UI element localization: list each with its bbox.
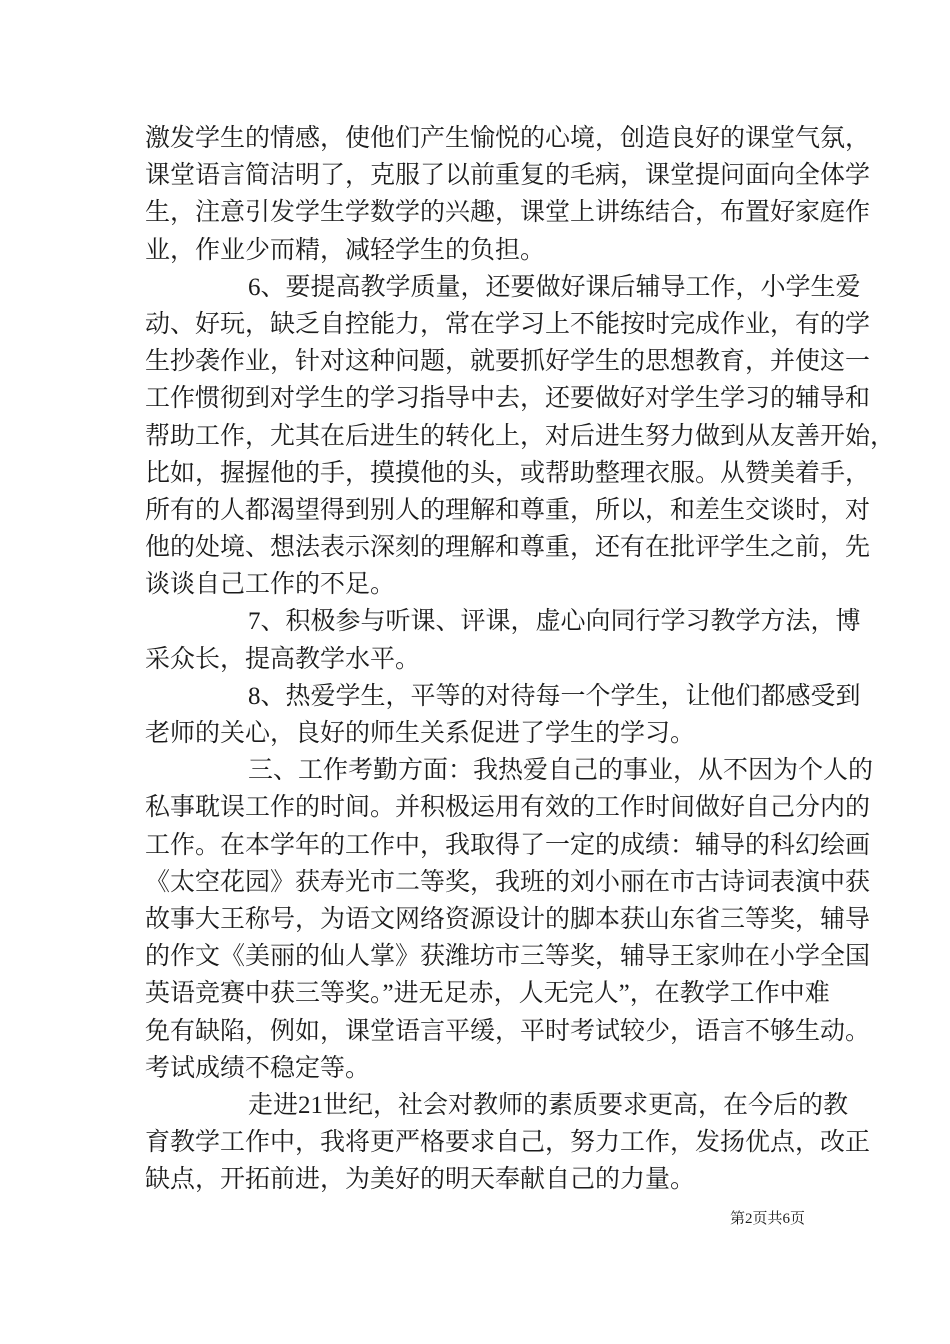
- text-line: 老师的关心，良好的师生关系促进了学生的学习。: [145, 720, 696, 747]
- text-line: 谈谈自己工作的不足。: [145, 571, 396, 599]
- text-line: 故事大王称号，为语文网络资源设计的脚本获山东省三等奖，辅导: [145, 905, 871, 933]
- text-line: 《太空花园》获寿光市二等奖，我班的刘小丽在市古诗词表演中获: [145, 868, 871, 896]
- text-line: 6、要提高教学质量，还要做好课后辅导工作，小学生爱: [248, 273, 861, 301]
- text-line: 育教学工作中，我将更严格要求自己，努力工作，发扬优点，改正: [145, 1129, 871, 1157]
- text-line: 采众长，提高教学水平。: [145, 645, 421, 673]
- text-line: 他的处境、想法表示深刻的理解和尊重，还有在批评学生之前，先: [145, 534, 871, 562]
- paragraph-item-7: [145, 603, 861, 677]
- text-line: 工作惯彻到对学生的学习指导中去，还要做好对学生学习的辅导和: [145, 385, 871, 413]
- paragraph-item-6: [145, 269, 896, 604]
- text-line: 所有的人都渴望得到别人的理解和尊重，所以，和差生交谈时，对: [145, 496, 871, 524]
- paragraph-teaching-method: [145, 120, 871, 269]
- text-line: 生，注意引发学生学数学的兴趣，课堂上讲练结合，布置好家庭作: [145, 199, 871, 227]
- paragraph-attendance: [145, 752, 874, 1087]
- text-line: 课堂语言简洁明了，克服了以前重复的毛病，课堂提问面向全体学: [145, 162, 871, 190]
- document-body: [145, 120, 896, 1198]
- text-line: 英语竞赛中获三等奖。”进无足赤，人无完人”，在教学工作中难: [145, 980, 830, 1008]
- text-line: 三、工作考勤方面：我热爱自己的事业，从不因为个人的: [248, 757, 874, 785]
- text-line: 业，作业少而精，减轻学生的负担。: [145, 236, 546, 264]
- text-line: 动、好玩，缺乏自控能力，常在学习上不能按时完成作业，有的学: [145, 310, 871, 338]
- text-line: 考试成绩不稳定等。: [145, 1054, 371, 1082]
- text-line: 比如，握握他的手，摸摸他的头，或帮助整理衣服。从赞美着手，: [145, 459, 871, 487]
- text-line: 激发学生的情感，使他们产生愉悦的心境，创造良好的课堂气氛，: [145, 125, 871, 152]
- page-number: 第2页共6页: [729, 1211, 805, 1227]
- text-line: 走进21世纪，社会对教师的素质要求更高，在今后的教: [248, 1091, 849, 1119]
- paragraph-item-8: [145, 678, 861, 752]
- text-line: 的作文《美丽的仙人掌》获潍坊市三等奖，辅导王家帅在小学全国: [145, 943, 871, 971]
- text-line: 8、热爱学生，平等的对待每一个学生，让他们都感受到: [248, 682, 861, 710]
- text-line: 生抄袭作业，针对这种问题，就要抓好学生的思想教育，并使这一: [145, 348, 871, 376]
- text-line: 缺点，开拓前进，为美好的明天奉献自己的力量。: [145, 1166, 696, 1194]
- text-line: 帮助工作，尤其在后进生的转化上，对后进生努力做到从友善开始，: [145, 422, 896, 450]
- text-line: 工作。在本学年的工作中，我取得了一定的成绩：辅导的科幻绘画: [145, 831, 871, 859]
- paragraph-conclusion: [145, 1087, 871, 1199]
- text-line: 7、积极参与听课、评课，虚心向同行学习教学方法，博: [248, 608, 861, 636]
- text-line: 私事耽误工作的时间。并积极运用有效的工作时间做好自己分内的: [145, 794, 871, 822]
- text-line: 免有缺陷，例如，课堂语言平缓，平时考试较少，语言不够生动。: [145, 1017, 871, 1045]
